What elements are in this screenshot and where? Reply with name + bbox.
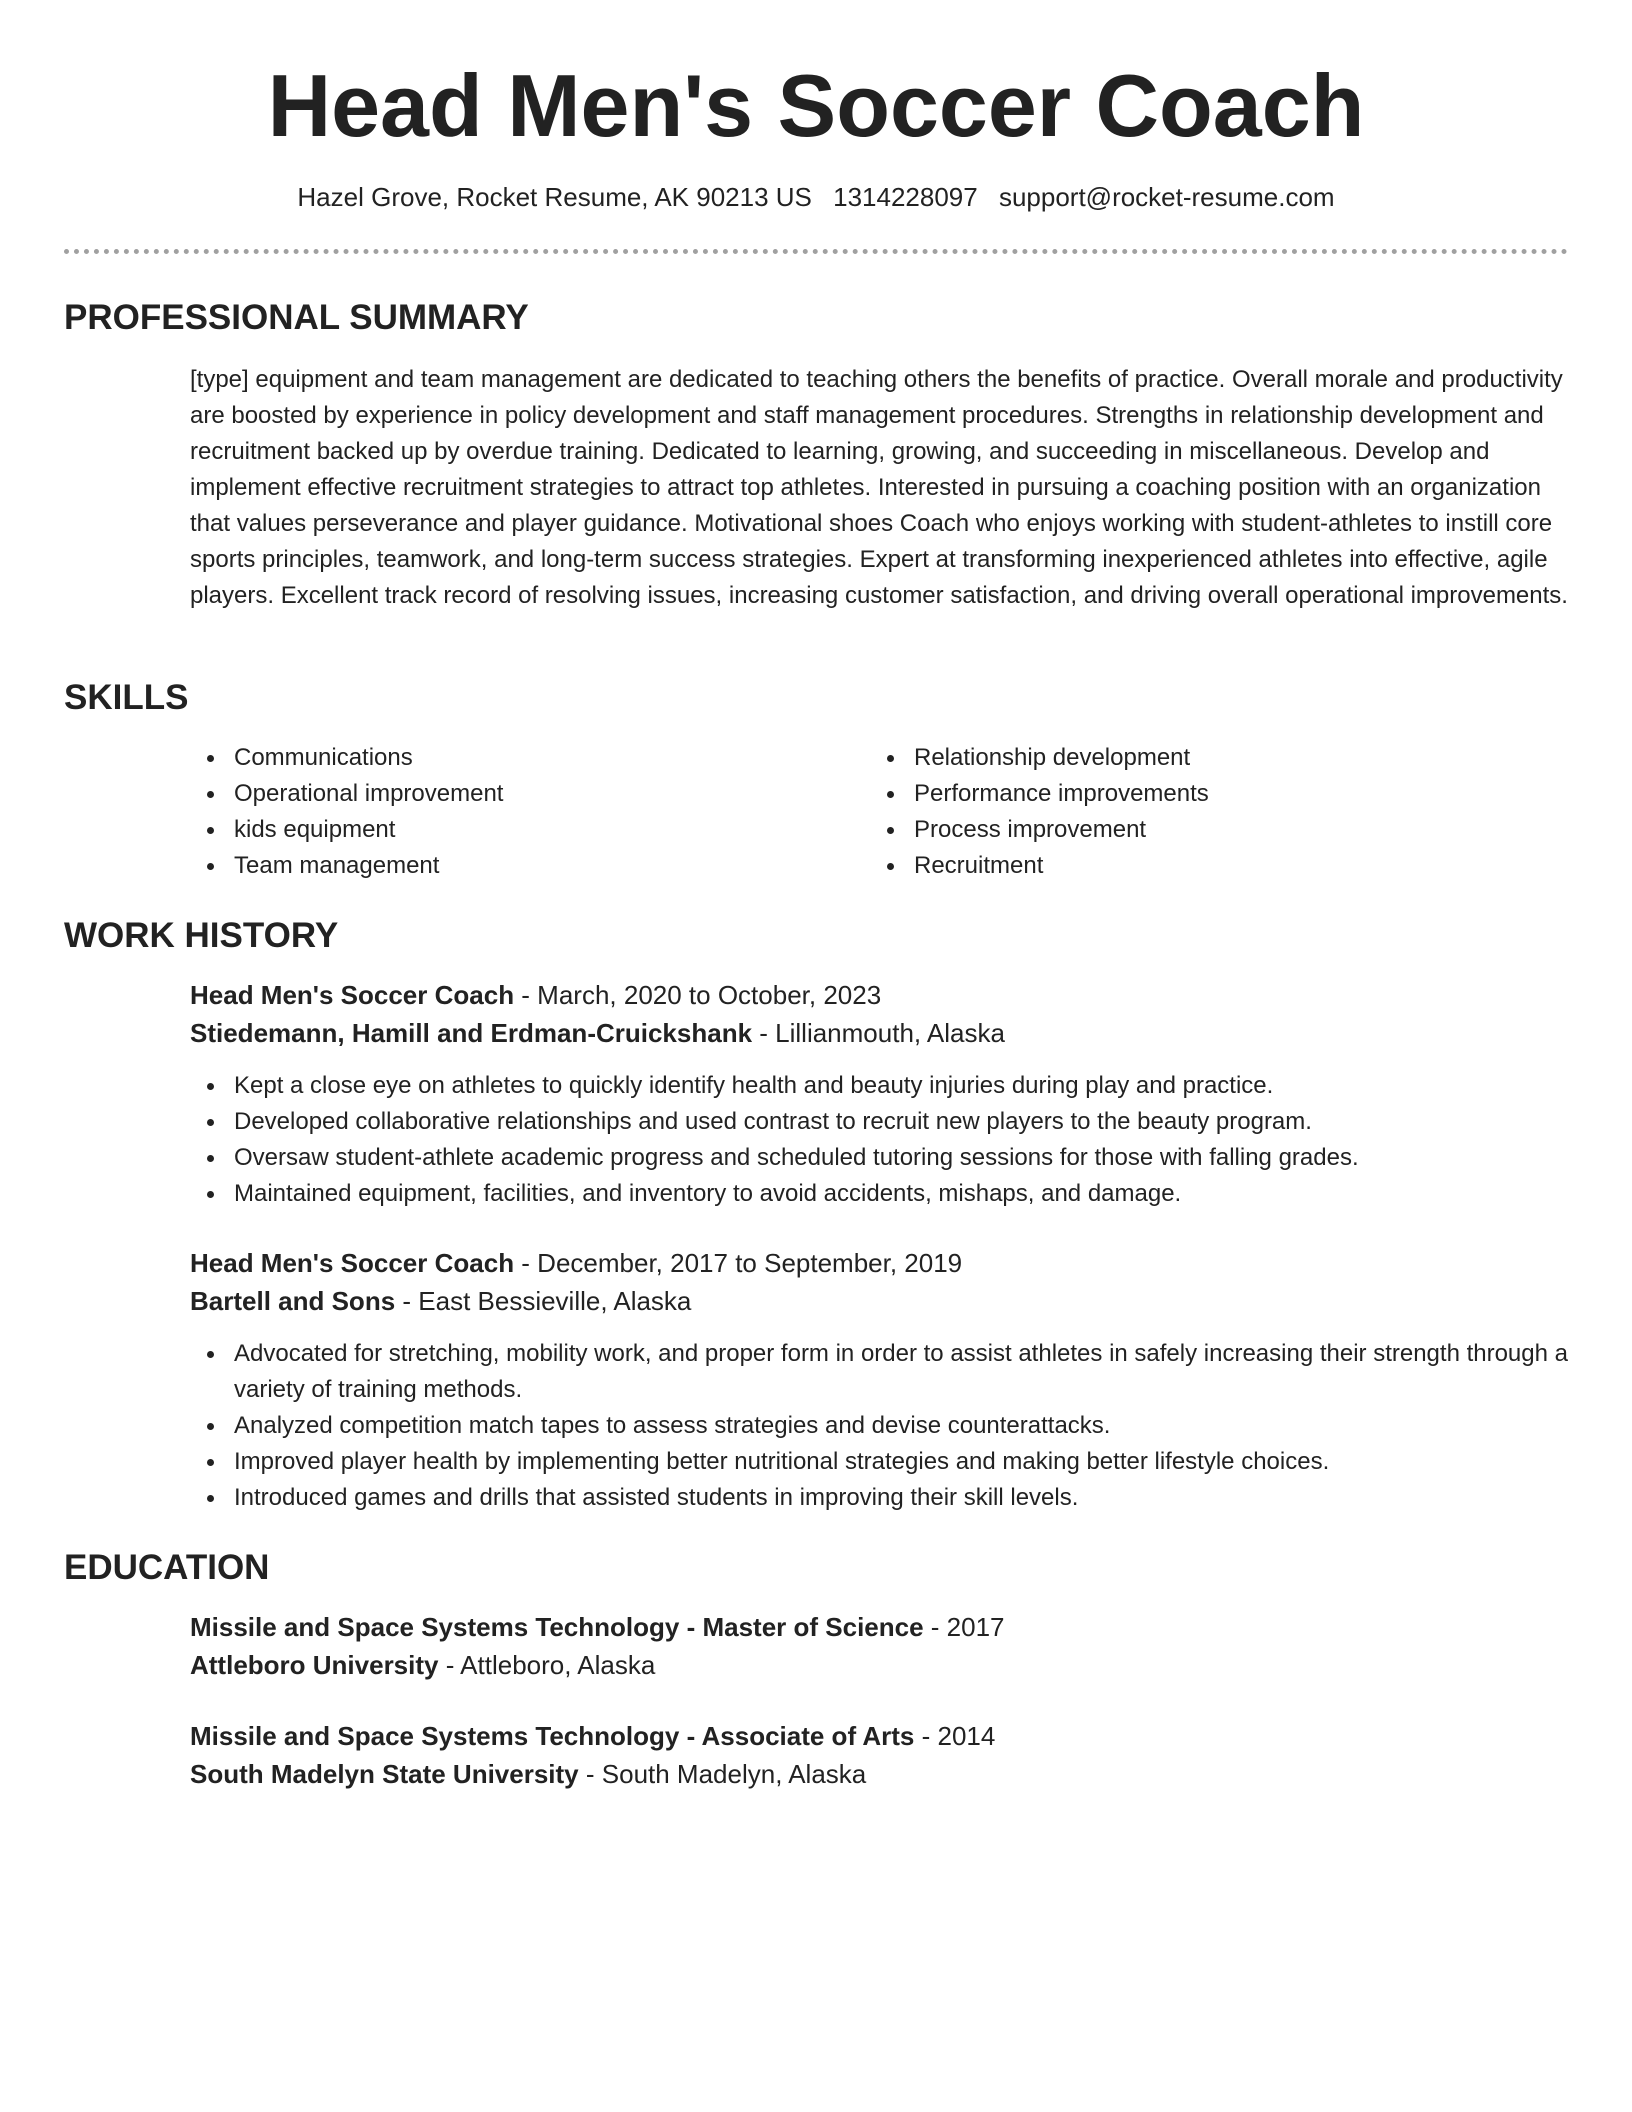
education-entry (64, 1608, 1568, 1684)
education-heading: EDUCATION (64, 1548, 270, 1587)
job-entry (64, 976, 1568, 1212)
skill-item: Team management (190, 848, 870, 884)
job-location: - Lillianmouth, Alaska (752, 1018, 1005, 1048)
job-dates: - December, 2017 to September, 2019 (514, 1248, 963, 1278)
skill-item: Recruitment (870, 848, 1550, 884)
job-location: - East Bessieville, Alaska (395, 1286, 692, 1316)
education-section (64, 1548, 1568, 1793)
job-bullet: Improved player health by implementing better nutritional strategies and making better lifestyle choices. (190, 1444, 1568, 1480)
skill-item: Relationship development (870, 740, 1550, 776)
summary-heading: PROFESSIONAL SUMMARY (64, 298, 529, 337)
skills-column-right (870, 740, 1550, 884)
job-bullet: Analyzed competition match tapes to assess strategies and devise counterattacks. (190, 1408, 1568, 1444)
summary-section (64, 298, 1568, 614)
education-degree: Missile and Space Systems Technology - Associate of Arts (190, 1721, 915, 1751)
skill-item: Communications (190, 740, 870, 776)
skill-item: Performance improvements (870, 776, 1550, 812)
work-heading: WORK HISTORY (64, 916, 339, 955)
contact-address: Hazel Grove, Rocket Resume, AK 90213 US (297, 182, 812, 212)
job-company: Bartell and Sons (190, 1286, 396, 1316)
job-dates: - March, 2020 to October, 2023 (514, 980, 882, 1010)
education-degree-line (190, 1717, 1568, 1755)
job-bullet: Maintained equipment, facilities, and inventory to avoid accidents, mishaps, and damage. (190, 1176, 1568, 1212)
candidate-name: Head Men's Soccer Coach (267, 56, 1365, 155)
job-title-line (190, 1244, 1568, 1282)
job-bullets (190, 1336, 1568, 1516)
skills-list (190, 740, 1568, 884)
contact-line (0, 180, 1632, 214)
job-bullet: Kept a close eye on athletes to quickly identify health and beauty injuries during play and practice. (190, 1068, 1568, 1104)
education-school: Attleboro University (190, 1650, 439, 1680)
skills-section (64, 678, 1568, 884)
skills-heading: SKILLS (64, 678, 189, 717)
job-role: Head Men's Soccer Coach (190, 980, 515, 1010)
job-bullet: Advocated for stretching, mobility work, and proper form in order to assist athletes in safely increasing their strength through a variety of training methods. (190, 1336, 1568, 1408)
education-school-line (190, 1755, 1568, 1793)
skill-item: Process improvement (870, 812, 1550, 848)
education-school: South Madelyn State University (190, 1759, 579, 1789)
work-section (64, 916, 1568, 1516)
job-bullets (190, 1068, 1568, 1212)
job-bullet: Oversaw student-athlete academic progress and scheduled tutoring sessions for those with falling grades. (190, 1140, 1568, 1176)
education-location: - Attleboro, Alaska (438, 1650, 656, 1680)
skills-column-left (190, 740, 870, 884)
education-degree: Missile and Space Systems Technology - Master of Science (190, 1612, 924, 1642)
education-degree-line (190, 1608, 1568, 1646)
skill-item: kids equipment (190, 812, 870, 848)
job-company-line (190, 1282, 1568, 1320)
skill-item: Operational improvement (190, 776, 870, 812)
contact-email: support@rocket-resume.com (998, 182, 1335, 212)
job-bullet: Developed collaborative relationships and used contrast to recruit new players to the beauty program. (190, 1104, 1568, 1140)
education-school-line (190, 1646, 1568, 1684)
education-year: - 2017 (923, 1612, 1005, 1642)
job-title-line (190, 976, 1568, 1014)
education-entry (64, 1717, 1568, 1793)
summary-text: [type] equipment and team management are dedicated to teaching others the benefits of practice. Overall morale and productivity are boosted by experience in policy development and staff management procedures. Strengths in relationship development and recruitment backed up by overdue training. Dedicated to learning, growing, and succeeding in miscellaneous. Develop and implement effective recruitment strategies to attract top athletes. Interested in pursuing a coaching position with an organization that values perseverance and player guidance. Motivational shoes Coach who enjoys working with student-athletes to instill core sports principles, teamwork, and long-term success strategies. Expert at transforming inexperienced athletes into effective, agile players. Excellent track record of resolving issues, increasing customer satisfaction, and driving overall operational improvements. (190, 366, 1568, 609)
job-entry (64, 1244, 1568, 1516)
job-company: Stiedemann, Hamill and Erdman-Cruickshank (190, 1018, 753, 1048)
header-divider (64, 249, 1568, 254)
job-company-line (190, 1014, 1568, 1052)
job-bullet: Introduced games and drills that assisted students in improving their skill levels. (190, 1480, 1568, 1516)
education-location: - South Madelyn, Alaska (578, 1759, 867, 1789)
job-role: Head Men's Soccer Coach (190, 1248, 515, 1278)
contact-phone: 1314228097 (833, 182, 978, 212)
education-year: - 2014 (914, 1721, 996, 1751)
